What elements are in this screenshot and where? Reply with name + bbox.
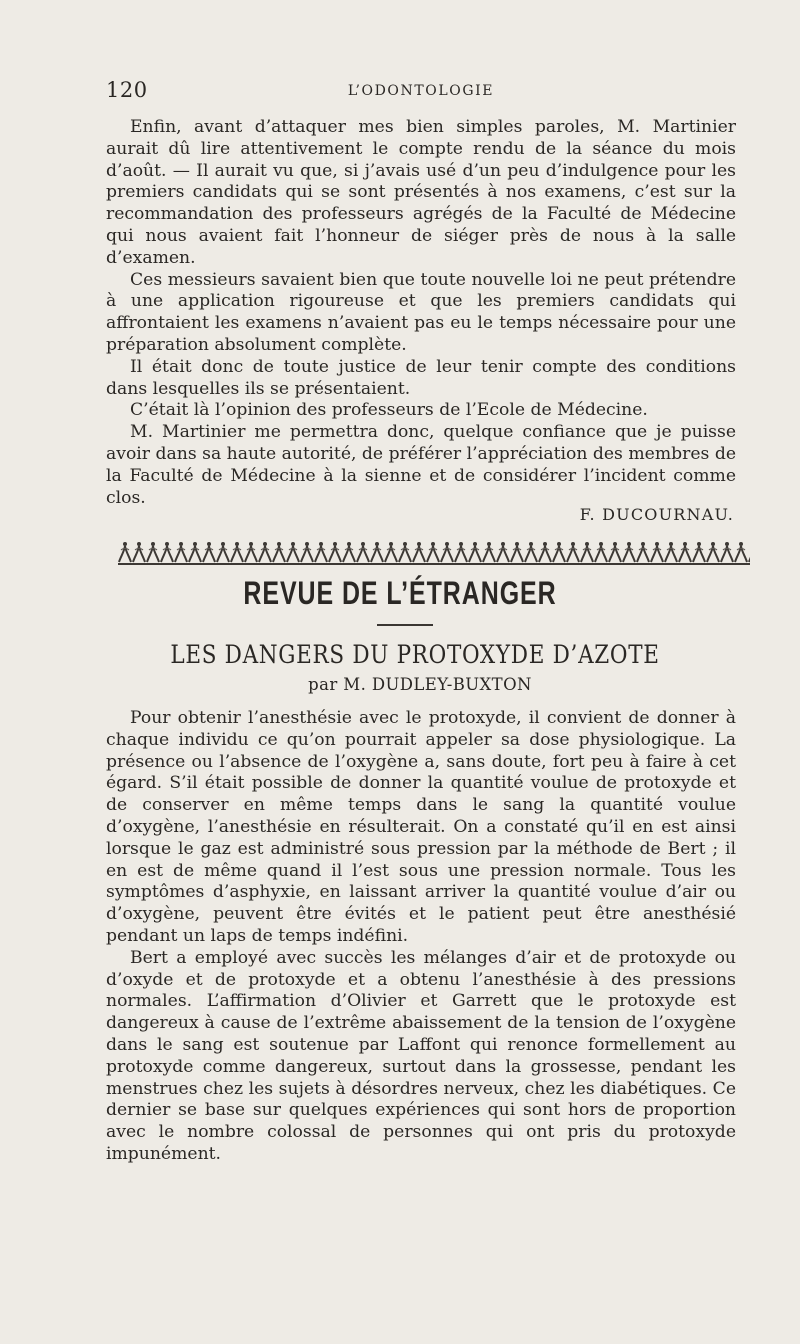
paragraph: Enfin, avant d’attaquer mes bien simples paroles, M. Martinier aurait dû lire attentivement le compte rendu de la séance du mois d’août. — Il aurait vu que, si j’avais usé d’un peu d’indulgence pour les premiers candidats qui se sont présentés à nos examens, c’est sur la recommandation des professeurs agrégés de la Faculté de Médecine qui nous avaient fait l’honneur de siéger près de nous à la salle d’examen.	[106, 117, 736, 268]
article-byline: par M. DUDLEY-BUXTON	[308, 675, 532, 694]
title-divider	[377, 624, 433, 626]
paragraph: Pour obtenir l’anesthésie avec le protoxyde, il convient de donner à chaque individu ce qu’on pourrait appeler sa dose physiologique. La présence ou l’absence de l’oxygène a, sans doute, fort peu à faire à cet égard. S’il était possible de donner la quantité voulue de protoxyde et de conserver en même temps dans le sang la quantité voulue d’oxygène, l’anesthésie en résulterait. On a constaté qu’il en est ainsi lorsque le gaz est administré sous pression par la méthode de Bert ; il en est de même quand il l’est sous une pression normale. Tous les symptômes d’asphyxie, en laissant arriver la quantité voulue d’air ou d’oxygène, peuvent être évités et le patient peut être anesthésié pendant un laps de temps indéfini.	[106, 708, 736, 946]
paragraph: Bert a employé avec succès les mélanges d’air et de protoxyde ou d’oxyde et de protoxyde et a obtenu l’anesthésie à des pressions normales. L’affirmation d’Olivier et Garrett que le protoxyde est dangereux à cause de l’extrême abaissement de la tension de l’oxygène dans le sang est soutenue par Laffont qui renonce formellement au protoxyde comme dangereux, surtout dans la grossesse, pendant les menstrues chez les sujets à désordres nerveux, chez les diabétiques. Ce dernier se base sur quelques expériences qui sont hors de proportion avec le nombre colossal de personnes qui ont pris du protoxyde impunément.	[106, 947, 736, 1164]
section-title: REVUE DE L’ÉTRANGER	[243, 575, 557, 611]
decorative-border-ornament	[118, 538, 750, 568]
paragraph: Il était donc de toute justice de leur tenir compte des conditions dans lesquelles ils se présentaient.	[106, 356, 736, 399]
paragraph: C’était là l’opinion des professeurs de l’Ecole de Médecine.	[130, 400, 648, 421]
letter-text	[106, 117, 736, 509]
running-head	[106, 78, 736, 104]
page-number: 120	[106, 78, 148, 102]
paragraph: M. Martinier me permettra donc, quelque confiance que je puisse avoir dans sa haute autorité, de préférer l’appréciation des membres de la Faculté de Médecine à la sienne et de considérer l’incident comme clos.	[106, 422, 736, 508]
author-signature: F. DUCOURNAU.	[579, 505, 734, 524]
journal-title: L’ODONTOLOGIE	[347, 83, 495, 99]
article-title: LES DANGERS DU PROTOXYDE D’AZOTE	[170, 640, 660, 669]
paragraph: Ces messieurs savaient bien que toute nouvelle loi ne peut prétendre à une application rigoureuse et que les premiers candidats qui affrontaient les examens n’avaient pas eu le temps nécessaire pour une préparation absolument complète.	[106, 269, 736, 355]
article-text	[106, 708, 736, 1166]
